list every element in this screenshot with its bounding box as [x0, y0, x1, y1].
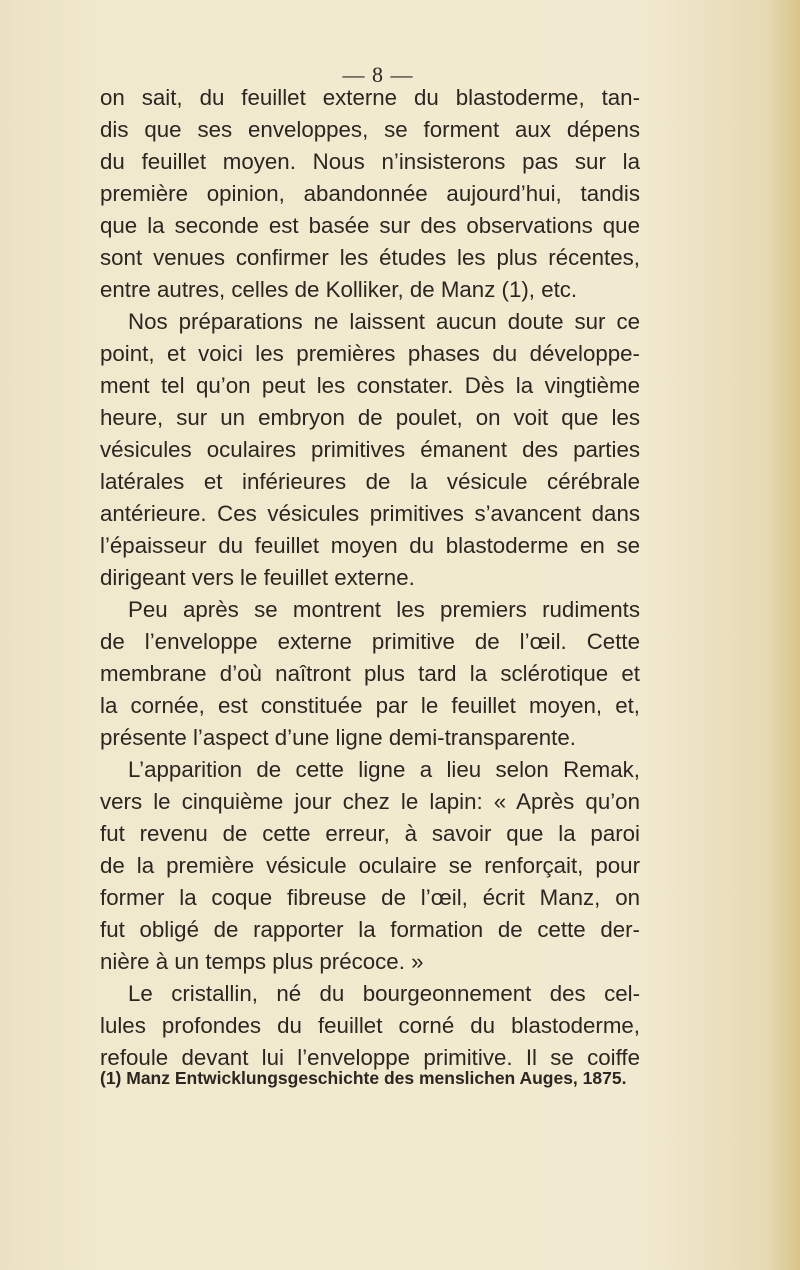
text-line: du feuillet moyen. Nous n’insisterons pas sur la [100, 149, 640, 174]
text-line: latérales et inférieures de la vésicule cérébrale [100, 469, 640, 494]
footnote: (1) Manz Entwicklungsgeschichte des menslichen Auges, 1875. [100, 1068, 627, 1088]
text-line: refoule devant lui l’enveloppe primitive. Il se coiffe [100, 1045, 640, 1070]
text-line: nière à un temps plus précoce. » [100, 949, 424, 974]
text-line: dirigeant vers le feuillet externe. [100, 565, 415, 590]
text-line: membrane d’où naîtront plus tard la sclérotique et [100, 661, 640, 686]
text-line: de l’enveloppe externe primitive de l’œil. Cette [100, 629, 640, 654]
text-line: lules profondes du feuillet corné du blastoderme, [100, 1013, 640, 1038]
text-line: fut revenu de cette erreur, à savoir que la paroi [100, 821, 640, 846]
text-line: L’apparition de cette ligne a lieu selon Remak, [128, 757, 640, 782]
text-line: entre autres, celles de Kolliker, de Manz (1), etc. [100, 277, 578, 302]
text-line: ment tel qu’on peut les constater. Dès la vingtième [100, 373, 640, 398]
text-line: que la seconde est basée sur des observations que [100, 213, 640, 238]
text-line: vésicules oculaires primitives émanent des parties [100, 437, 640, 462]
text-line: présente l’aspect d’une ligne demi-transparente. [100, 725, 576, 750]
text-line: Peu après se montrent les premiers rudiments [128, 597, 640, 622]
text-line: la cornée, est constituée par le feuillet moyen, et, [100, 693, 640, 718]
text-line: heure, sur un embryon de poulet, on voit que les [100, 405, 640, 430]
page-number: — 8 — [342, 62, 414, 87]
text-line: sont venues confirmer les études les plus récentes, [100, 245, 640, 270]
text-line: Nos préparations ne laissent aucun doute sur ce [128, 309, 640, 334]
text-line: première opinion, abandonnée aujourd’hui, tandis [100, 181, 640, 206]
text-line: de la première vésicule oculaire se renforçait, pour [100, 853, 640, 878]
text-line: former la coque fibreuse de l’œil, écrit Manz, on [100, 885, 640, 910]
body-text [100, 82, 640, 1074]
text-line: dis que ses enveloppes, se forment aux dépens [100, 117, 640, 142]
text-line: l’épaisseur du feuillet moyen du blastoderme en se [100, 533, 640, 558]
text-line: on sait, du feuillet externe du blastoderme, tan- [100, 85, 640, 110]
text-line: fut obligé de rapporter la formation de cette der- [100, 917, 640, 942]
text-line: point, et voici les premières phases du développe- [100, 341, 640, 366]
text-line: vers le cinquième jour chez le lapin: « Après qu’on [100, 789, 640, 814]
text-line: antérieure. Ces vésicules primitives s’avancent dans [100, 501, 640, 526]
text-line: Le cristallin, né du bourgeonnement des cel- [128, 981, 640, 1006]
